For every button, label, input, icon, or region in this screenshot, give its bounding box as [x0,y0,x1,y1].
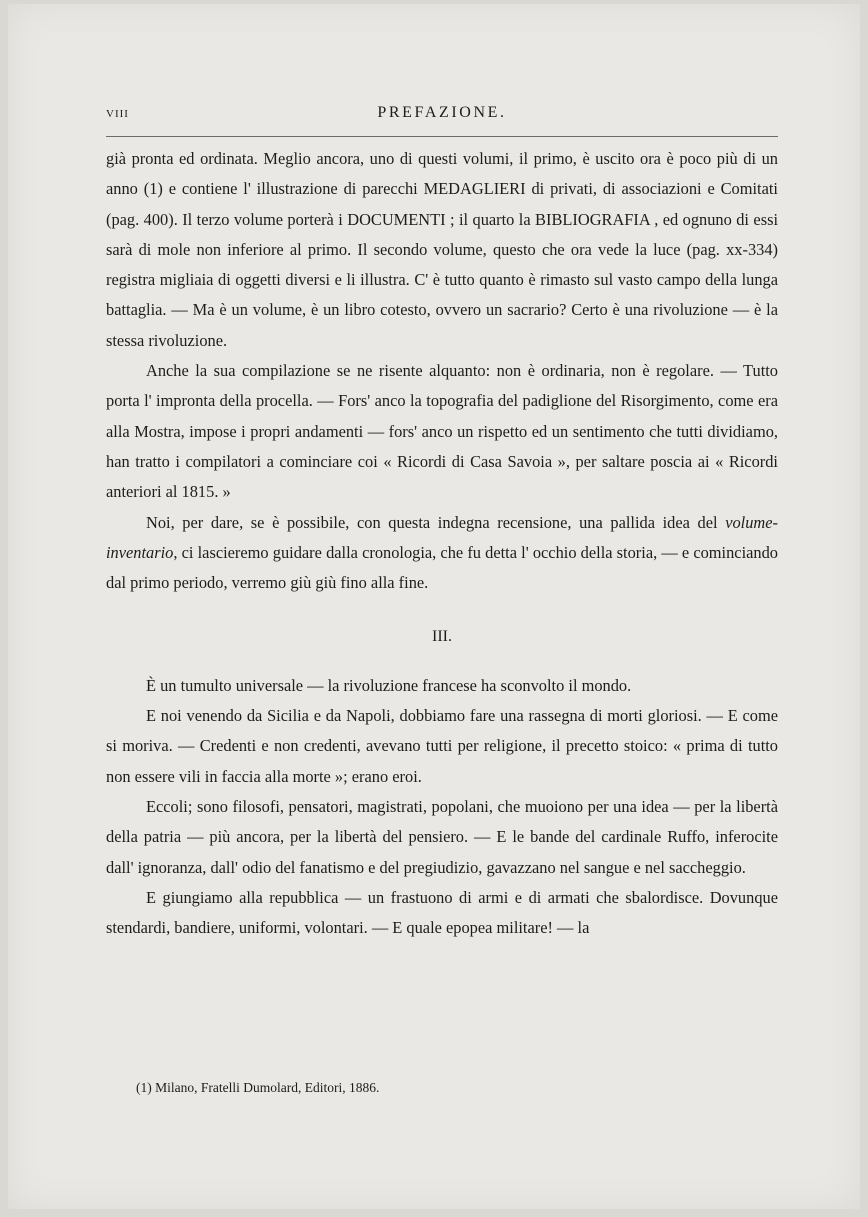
paragraph: Anche la sua compilazione se ne risente alquanto: non è ordinaria, non è regolare. — Tutto porta l' impronta della procella. — Fors' anco la topografia del padiglione del Risorgimento, come era alla Mostra, impose i propri andamenti — fors' anco un rispetto ed un sentimento che tutti dividiamo, han tratto i compilatori a cominciare coi « Ricordi di Casa Savoia », per saltare poscia ai « Ricordi anteriori al 1815. » [106,361,778,502]
italic-term: volume-inventario [106,512,778,562]
paragraph [106,508,778,599]
page-number: VIII [106,108,129,120]
page-header [106,102,778,137]
paragraph: E giungiamo alla repubblica — un frastuono di armi e di armati che sbalordisce. Dovunque stendardi, bandiere, uniformi, volontari. — E quale epopea militare! — la [106,887,778,938]
section-heading: III. [432,628,452,646]
paragraph-text: Noi, per dare, se è possibile, con questa indegna recensione, una pallida idea del [146,512,718,532]
paragraph: È un tumulto universale — la rivoluzione francese ha sconvolto il mondo. [146,675,632,695]
paragraph: E noi venendo da Sicilia e da Napoli, dobbiamo fare una rassegna di morti gloriosi. — E come si moriva. — Credenti e non credenti, avevano tutti per religione, il precetto stoico: « prima di tutto non essere vili in faccia alla morte »; erano eroi. [106,706,778,786]
paragraph-text: , ci lascieremo guidare dalla cronologia, che fu detta l' occhio della storia, — e cominciando dal primo periodo, verremo giù giù fino alla fine. [106,542,778,593]
body-text [106,144,778,943]
paragraph: Eccoli; sono filosofi, pensatori, magistrati, popolani, che muoiono per una idea — per la libertà della patria — più ancora, per la libertà del pensiero. — E le bande del cardinale Ruffo, inferocite dall' ignoranza, dall' odio del fanatismo e del pregiudizio, gavazzano nel sangue e nel saccheggio. [106,796,778,877]
running-title: PREFAZIONE. [377,104,507,121]
paragraph: già pronta ed ordinata. Meglio ancora, uno di questi volumi, il primo, è uscito ora è poco più di un anno (1) e contiene l' illustrazione di parecchi MEDAGLIERI di privati, di associazioni e Comitati (pag. 400). Il terzo volume porterà i DOCUMENTI ; il quarto la BIBLIOGRAFIA , ed ognuno di essi sarà di mole non inferiore al primo. Il secondo volume, questo che ora vede la luce (pag. xx-334) registra migliaia di oggetti diversi e li illustra. C' è tutto quanto è rimasto sul vasto campo della lunga battaglia. — Ma è un volume, è un libro cotesto, ovvero un sacrario? Certo è una rivoluzione — è la stessa rivoluzione. [106,149,778,350]
footnote: (1) Milano, Fratelli Dumolard, Editori, 1886. [136,1080,380,1095]
book-page [8,4,860,1209]
